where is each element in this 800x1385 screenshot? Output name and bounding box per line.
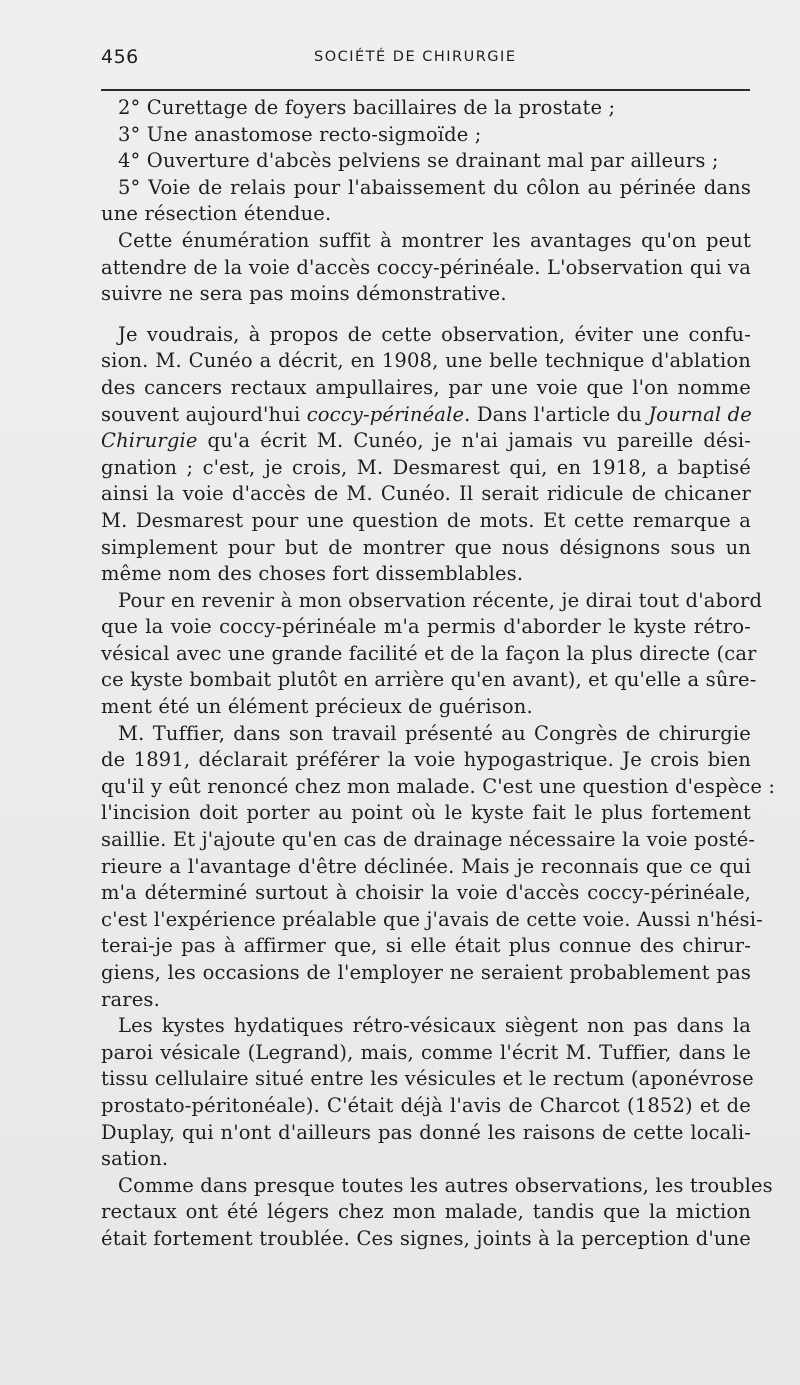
text-line: terai-je pas à affirmer que, si elle était plus connue des chirur-	[101, 934, 751, 958]
italic-text: Chirurgie	[101, 429, 198, 453]
text-line: Les kystes hydatiques rétro-vésicaux siègent non pas dans la	[118, 1014, 751, 1038]
text-line: 2° Curettage de foyers bacillaires de la prostate ;	[118, 96, 616, 119]
text-line: attendre de la voie d'accès coccy-périnéale. L'observation qui va	[101, 255, 751, 279]
text-line: sion. M. Cunéo a décrit, en 1908, une belle technique d'ablation	[101, 349, 751, 373]
text-line: m'a déterminé surtout à choisir la voie d'accès coccy-périnéale,	[101, 881, 751, 905]
text-span: qu'a écrit M. Cunéo, je n'ai jamais vu pareille dési-	[197, 429, 751, 453]
text-line	[101, 428, 751, 455]
text-line: Cette énumération suffit à montrer les avantages qu'on peut	[118, 228, 751, 252]
text-line: ment été un élément précieux de guérison.	[101, 695, 533, 719]
text-line: l'incision doit porter au point où le kyste fait le plus fortement	[101, 801, 751, 825]
text-line: ce kyste bombait plutôt en arrière qu'en avant), et qu'elle a sûre-	[101, 668, 757, 692]
text-line: Pour en revenir à mon observation récente, je dirai tout d'abord	[118, 588, 763, 612]
text-line: Comme dans presque toutes les autres observations, les troubles	[118, 1173, 773, 1197]
page-number: 456	[101, 46, 139, 68]
text-line: que la voie coccy-périnéale m'a permis d'aborder le kyste rétro-	[101, 615, 751, 639]
text-line: qu'il y eût renoncé chez mon malade. C'est une question d'espèce :	[101, 774, 776, 798]
header-rule	[101, 89, 750, 91]
text-line: prostato-péritonéale). C'était déjà l'avis de Charcot (1852) et de	[101, 1093, 751, 1117]
text-line: gnation ; c'est, je crois, M. Desmarest qui, en 1918, a baptisé	[101, 455, 751, 479]
text-line: c'est l'expérience préalable que j'avais de cette voie. Aussi n'hési-	[101, 907, 763, 931]
text-line: tissu cellulaire situé entre les vésicules et le rectum (aponévrose	[101, 1067, 754, 1091]
text-line: était fortement troublée. Ces signes, joints à la perception d'une	[101, 1226, 751, 1250]
text-line: M. Tuffier, dans son travail présenté au Congrès de chirurgie	[118, 721, 751, 745]
text-line: même nom des choses fort dissemblables.	[101, 562, 524, 586]
text-line: Duplay, qui n'ont d'ailleurs pas donné les raisons de cette locali-	[101, 1120, 751, 1144]
text-line: suivre ne sera pas moins démonstrative.	[101, 282, 507, 306]
text-line: rieure a l'avantage d'être déclinée. Mais je reconnais que ce qui	[101, 854, 751, 878]
text-span: souvent aujourd'hui	[101, 402, 307, 426]
text-line: paroi vésicale (Legrand), mais, comme l'écrit M. Tuffier, dans le	[101, 1040, 751, 1064]
body-text	[101, 95, 776, 1253]
text-line: rectaux ont été légers chez mon malade, tandis que la miction	[101, 1200, 751, 1224]
text-line: rares.	[101, 987, 160, 1011]
running-title: SOCIÉTÉ DE CHIRURGIE	[314, 49, 517, 65]
text-line: des cancers rectaux ampullaires, par une voie que l'on nomme	[101, 375, 751, 399]
italic-text: coccy-périnéale	[306, 402, 465, 426]
text-line	[101, 402, 751, 429]
text-line: M. Desmarest pour une question de mots. Et cette remarque a	[101, 508, 751, 532]
text-line: 4° Ouverture d'abcès pelviens se drainant mal par ailleurs ;	[118, 149, 719, 173]
text-line: de 1891, déclarait préférer la voie hypogastrique. Je crois bien	[101, 748, 751, 772]
text-span: . Dans l'article du	[464, 402, 649, 426]
text-line: Je voudrais, à propos de cette observation, éviter une confu-	[118, 322, 751, 346]
text-line: vésical avec une grande facilité et de la façon la plus directe (car	[101, 641, 757, 665]
page-header	[101, 44, 751, 74]
text-line: sation.	[101, 1147, 169, 1171]
italic-text: Journal de	[648, 402, 752, 426]
text-line: 5° Voie de relais pour l'abaissement du côlon au périnée dans	[118, 175, 751, 199]
text-line: ainsi la voie d'accès de M. Cunéo. Il serait ridicule de chicaner	[101, 482, 751, 506]
text-line: 3° Une anastomose recto-sigmoïde ;	[118, 122, 482, 146]
text-line: simplement pour but de montrer que nous désignons sous un	[101, 535, 751, 559]
text-line: saillie. Et j'ajoute qu'en cas de drainage nécessaire la voie posté-	[101, 828, 756, 852]
text-line: une résection étendue.	[101, 202, 332, 226]
text-line: giens, les occasions de l'employer ne seraient probablement pas	[101, 961, 751, 984]
